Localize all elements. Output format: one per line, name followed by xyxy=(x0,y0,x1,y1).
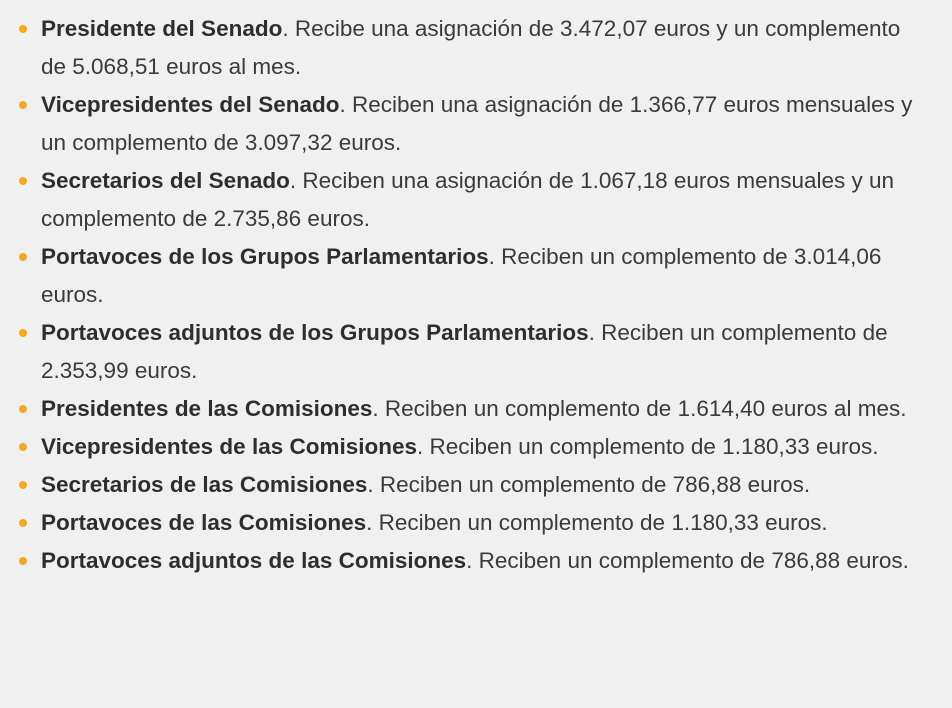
list-item xyxy=(41,542,928,580)
item-description: . Reciben una asignación de 1.067,18 euros mensuales y un complemento de 2.735,86 euros. xyxy=(41,168,895,231)
item-description: . Reciben un complemento de 786,88 euros. xyxy=(367,472,811,497)
bullet-icon xyxy=(19,557,27,565)
item-term: Portavoces de las Comisiones xyxy=(41,510,367,535)
bullet-icon xyxy=(19,329,27,337)
list-item xyxy=(41,238,928,314)
bullet-icon xyxy=(19,443,27,451)
bullet-icon xyxy=(19,519,27,527)
item-description: . Reciben un complemento de 1.180,33 euros. xyxy=(417,434,879,459)
list-item xyxy=(41,314,928,390)
item-description: . Reciben un complemento de 2.353,99 euros. xyxy=(41,320,888,383)
item-term: Presidente del Senado xyxy=(41,16,283,41)
item-term: Secretarios de las Comisiones xyxy=(41,472,368,497)
item-term: Portavoces adjuntos de los Grupos Parlamentarios xyxy=(41,320,589,345)
item-term: Secretarios del Senado xyxy=(41,168,290,193)
item-term: Portavoces adjuntos de las Comisiones xyxy=(41,548,467,573)
item-term: Vicepresidentes de las Comisiones xyxy=(41,434,417,459)
item-description: . Recibe una asignación de 3.472,07 euros y un complemento de 5.068,51 euros al mes. xyxy=(41,16,901,79)
list-item xyxy=(41,162,928,238)
item-description: . Reciben un complemento de 3.014,06 euros. xyxy=(41,244,882,307)
list-item xyxy=(41,390,928,428)
bullet-icon xyxy=(19,177,27,185)
list-item xyxy=(41,504,928,542)
item-description: . Reciben un complemento de 786,88 euros. xyxy=(466,548,909,573)
bullet-icon xyxy=(19,25,27,33)
list-item xyxy=(41,428,928,466)
bullet-icon xyxy=(19,481,27,489)
bullet-icon xyxy=(19,253,27,261)
bullet-icon xyxy=(19,101,27,109)
list-item xyxy=(41,86,928,162)
item-term: Presidentes de las Comisiones xyxy=(41,396,373,421)
list-item xyxy=(41,10,928,86)
bullet-icon xyxy=(19,405,27,413)
item-term: Portavoces de los Grupos Parlamentarios xyxy=(41,244,489,269)
item-description: . Reciben un complemento de 1.180,33 euros. xyxy=(366,510,828,535)
list-item xyxy=(41,466,928,504)
item-description: . Reciben una asignación de 1.366,77 euros mensuales y un complemento de 3.097,32 euros. xyxy=(41,92,913,155)
item-term: Vicepresidentes del Senado xyxy=(41,92,340,117)
item-description: . Reciben un complemento de 1.614,40 euros al mes. xyxy=(372,396,907,421)
